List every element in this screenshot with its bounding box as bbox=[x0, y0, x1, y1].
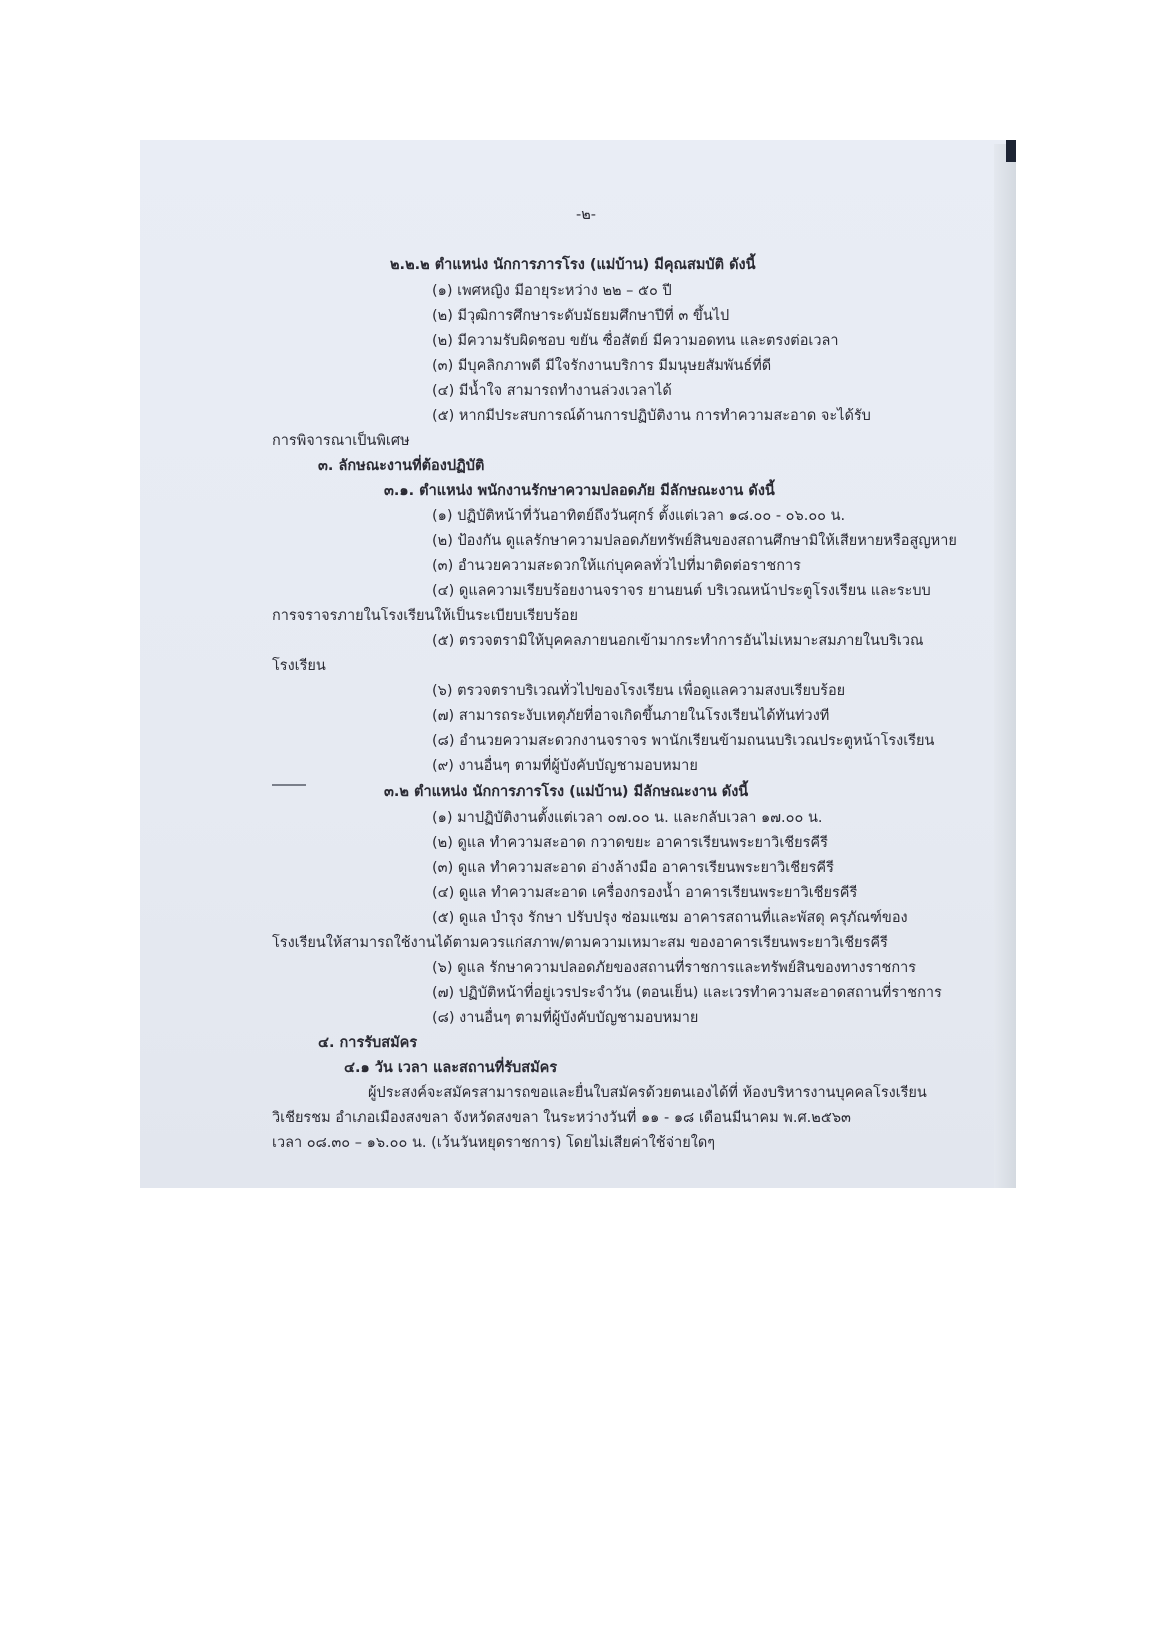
section-2-2-2-heading: ๒.๒.๒ ตำแหน่ง นักการภารโรง (แม่บ้าน) มีคุณสมบัติ ดังนี้ bbox=[390, 257, 756, 273]
list-item: (๑) มาปฏิบัติงานตั้งแต่เวลา ๐๗.๐๐ น. และกลับเวลา ๑๗.๐๐ น. bbox=[432, 810, 823, 826]
scan-speck bbox=[272, 784, 306, 786]
page-edge-shadow bbox=[994, 144, 1016, 1188]
paragraph-line: เวลา ๐๘.๓๐ – ๑๖.๐๐ น. (เว้นวันหยุดราชการ) โดยไม่เสียค่าใช้จ่ายใดๆ bbox=[272, 1135, 716, 1151]
section-4-1-heading: ๔.๑ วัน เวลา และสถานที่รับสมัคร bbox=[344, 1060, 558, 1076]
section-3-heading: ๓. ลักษณะงานที่ต้องปฏิบัติ bbox=[318, 458, 485, 474]
page-number: -๒- bbox=[576, 207, 597, 223]
list-item: (๔) ดูแลความเรียบร้อยงานจราจร ยานยนต์ บริเวณหน้าประตูโรงเรียน และระบบ bbox=[432, 583, 931, 599]
paragraph-line: วิเชียรชม อำเภอเมืองสงขลา จังหวัดสงขลา ในระหว่างวันที่ ๑๑ - ๑๘ เดือนมีนาคม พ.ศ.๒๕๖๓ bbox=[272, 1110, 851, 1126]
list-item: (๔) ดูแล ทำความสะอาด เครื่องกรองน้ำ อาคารเรียนพระยาวิเชียรคีรี bbox=[432, 885, 858, 901]
list-item: (๓) ดูแล ทำความสะอาด อ่างล้างมือ อาคารเรียนพระยาวิเชียรคีรี bbox=[432, 860, 834, 876]
list-item: (๕) หากมีประสบการณ์ด้านการปฏิบัติงาน การทำความสะอาด จะได้รับ bbox=[432, 408, 871, 424]
list-item: (๒) ป้องกัน ดูแลรักษาความปลอดภัยทรัพย์สินของสถานศึกษามิให้เสียหายหรือสูญหาย bbox=[432, 533, 957, 549]
list-item: (๑) เพศหญิง มีอายุระหว่าง ๒๒ – ๕๐ ปี bbox=[432, 283, 672, 299]
list-item: (๖) ตรวจตราบริเวณทั่วไปของโรงเรียน เพื่อดูแลความสงบเรียบร้อย bbox=[432, 683, 846, 699]
list-item-continuation: โรงเรียนให้สามารถใช้งานได้ตามควรแก่สภาพ/ตามความเหมาะสม ของอาคารเรียนพระยาวิเชียรคีรี bbox=[272, 935, 888, 951]
list-item: (๗) สามารถระงับเหตุภัยที่อาจเกิดขึ้นภายในโรงเรียนได้ทันท่วงที bbox=[432, 708, 830, 724]
section-3-1-heading: ๓.๑. ตำแหน่ง พนักงานรักษาความปลอดภัย มีลักษณะงาน ดังนี้ bbox=[384, 483, 775, 499]
paragraph-line: ผู้ประสงค์จะสมัครสามารถขอและยื่นใบสมัครด้วยตนเองได้ที่ ห้องบริหารงานบุคคลโรงเรียน bbox=[368, 1085, 927, 1101]
list-item-continuation: โรงเรียน bbox=[272, 658, 326, 674]
list-item: (๗) ปฏิบัติหน้าที่อยู่เวรประจำวัน (ตอนเย็น) และเวรทำความสะอาดสถานที่ราชการ bbox=[432, 985, 942, 1001]
scan-edge-mark bbox=[1006, 140, 1016, 162]
list-item: (๕) ดูแล บำรุง รักษา ปรับปรุง ซ่อมแซม อาคารสถานที่และพัสดุ ครุภัณฑ์ของ bbox=[432, 910, 908, 926]
list-item: (๕) ตรวจตรามิให้บุคคลภายนอกเข้ามากระทำการอันไม่เหมาะสมภายในบริเวณ bbox=[432, 633, 924, 649]
list-item: (๔) มีน้ำใจ สามารถทำงานล่วงเวลาได้ bbox=[432, 383, 672, 399]
section-4-heading: ๔. การรับสมัคร bbox=[318, 1035, 418, 1051]
list-item: (๒) ดูแล ทำความสะอาด กวาดขยะ อาคารเรียนพระยาวิเชียรคีรี bbox=[432, 835, 828, 851]
list-item: (๙) งานอื่นๆ ตามที่ผู้บังคับบัญชามอบหมาย bbox=[432, 758, 698, 774]
list-item: (๓) อำนวยความสะดวกให้แก่บุคคลทั่วไปที่มาติดต่อราชการ bbox=[432, 558, 801, 574]
list-item-continuation: การจราจรภายในโรงเรียนให้เป็นระเบียบเรียบร้อย bbox=[272, 608, 579, 624]
section-3-2-heading: ๓.๒ ตำแหน่ง นักการภารโรง (แม่บ้าน) มีลักษณะงาน ดังนี้ bbox=[384, 784, 749, 800]
list-item: (๓) มีบุคลิกภาพดี มีใจรักงานบริการ มีมนุษยสัมพันธ์ที่ดี bbox=[432, 358, 772, 374]
list-item: (๒) มีความรับผิดชอบ ขยัน ซื่อสัตย์ มีความอดทน และตรงต่อเวลา bbox=[432, 333, 839, 349]
list-item: (๘) อำนวยความสะดวกงานจราจร พานักเรียนข้ามถนนบริเวณประตูหน้าโรงเรียน bbox=[432, 733, 935, 749]
list-item: (๑) ปฏิบัติหน้าที่วันอาทิตย์ถึงวันศุกร์ ตั้งแต่เวลา ๑๘.๐๐ - ๐๖.๐๐ น. bbox=[432, 508, 846, 524]
list-item: (๖) ดูแล รักษาความปลอดภัยของสถานที่ราชการและทรัพย์สินของทางราชการ bbox=[432, 960, 917, 976]
list-item: (๒) มีวุฒิการศึกษาระดับมัธยมศึกษาปีที่ ๓ ขึ้นไป bbox=[432, 308, 730, 324]
list-item: (๘) งานอื่นๆ ตามที่ผู้บังคับบัญชามอบหมาย bbox=[432, 1010, 699, 1026]
list-item-continuation: การพิจารณาเป็นพิเศษ bbox=[272, 433, 410, 449]
